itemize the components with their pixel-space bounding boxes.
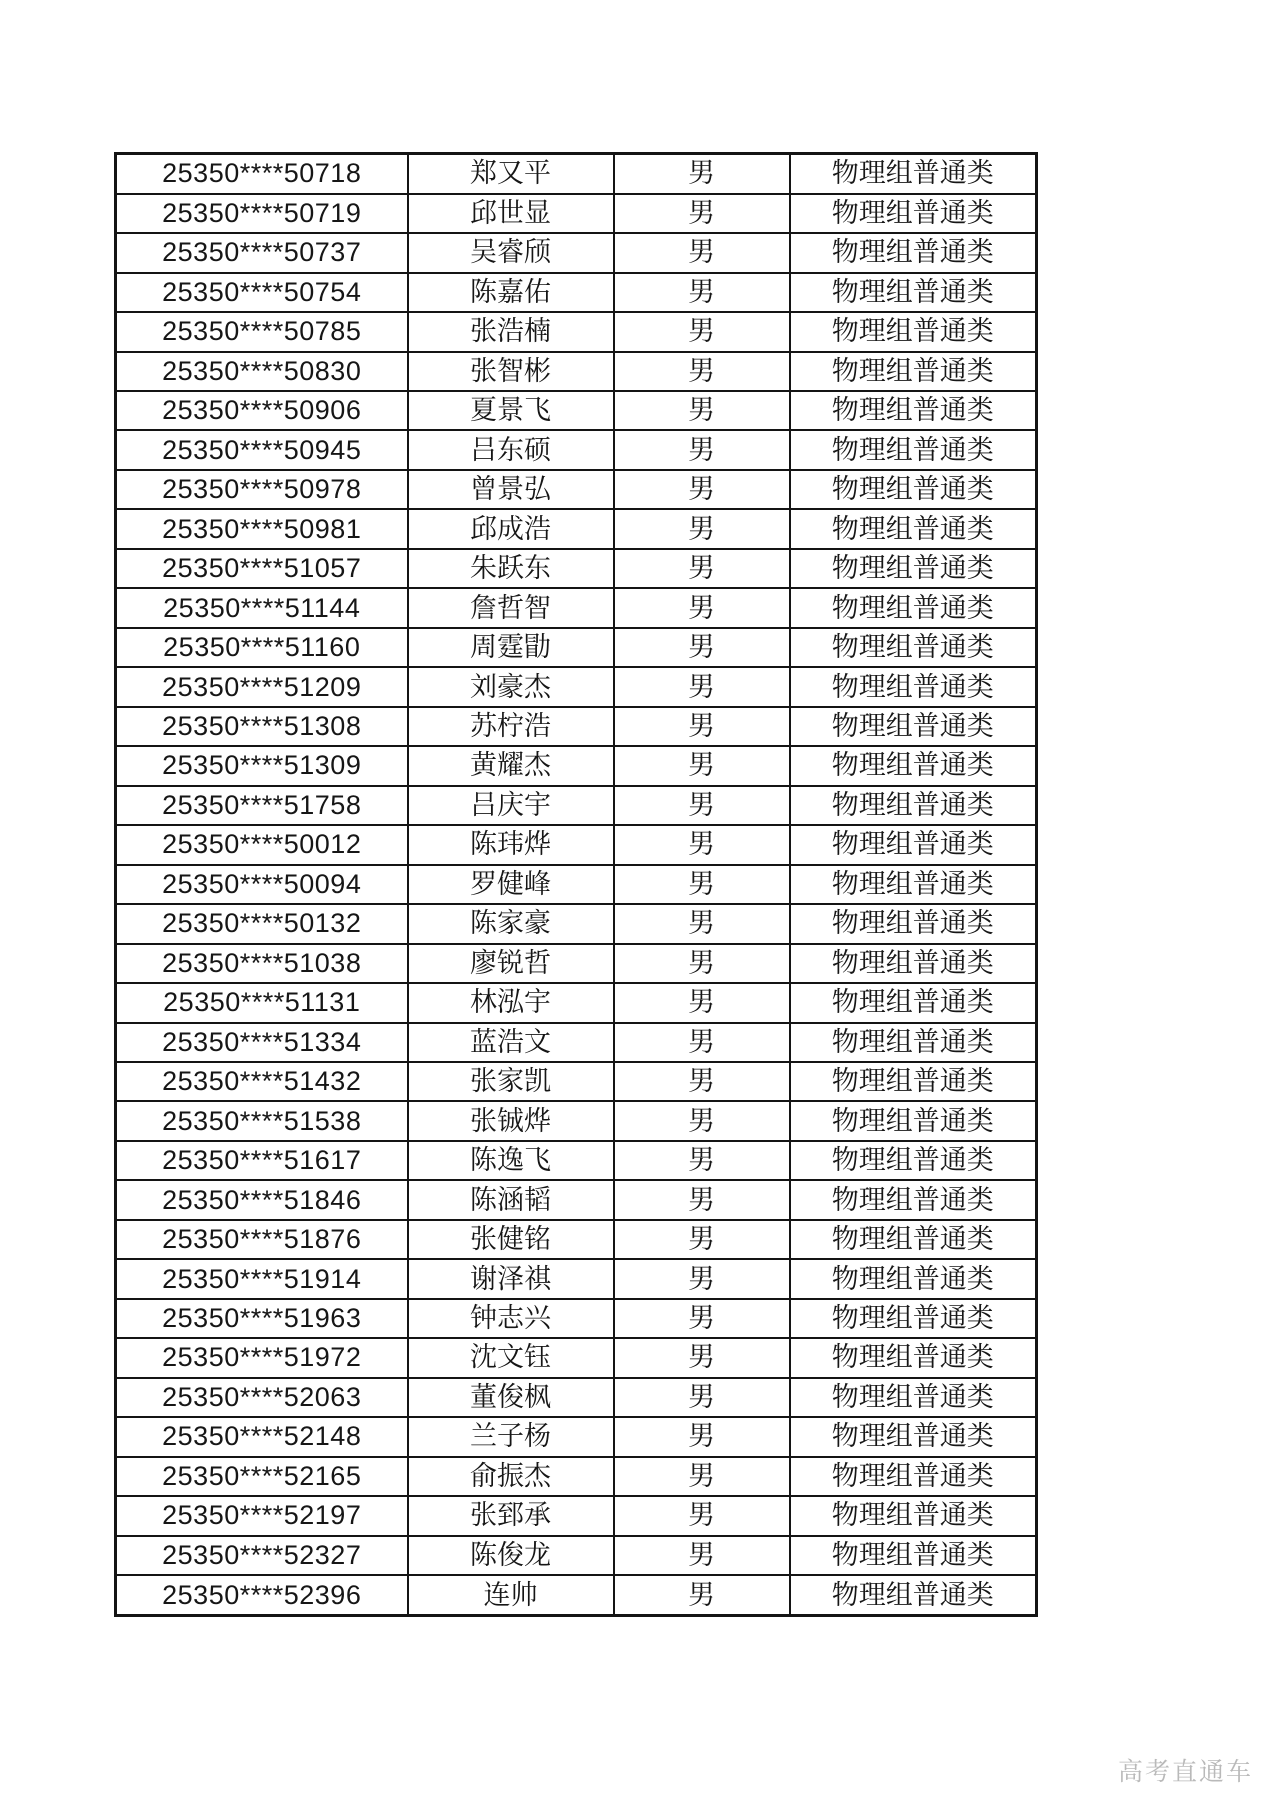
table-row xyxy=(116,1299,1037,1338)
cell-category: 物理组普通类 xyxy=(790,1457,1037,1496)
cell-name: 刘豪杰 xyxy=(408,667,614,706)
cell-gender: 男 xyxy=(614,983,790,1022)
cell-name: 张铖烨 xyxy=(408,1101,614,1140)
table-row xyxy=(116,904,1037,943)
cell-category: 物理组普通类 xyxy=(790,1575,1037,1615)
cell-category: 物理组普通类 xyxy=(790,1378,1037,1417)
cell-gender: 男 xyxy=(614,1299,790,1338)
cell-gender: 男 xyxy=(614,1101,790,1140)
cell-name: 陈家豪 xyxy=(408,904,614,943)
table-row xyxy=(116,944,1037,983)
cell-name: 沈文钰 xyxy=(408,1338,614,1377)
cell-category: 物理组普通类 xyxy=(790,1023,1037,1062)
cell-exam-id: 25350****50981 xyxy=(116,509,408,548)
cell-gender: 男 xyxy=(614,1496,790,1535)
cell-name: 谢泽祺 xyxy=(408,1259,614,1298)
cell-category: 物理组普通类 xyxy=(790,194,1037,233)
table-row xyxy=(116,1378,1037,1417)
cell-exam-id: 25350****52327 xyxy=(116,1536,408,1575)
cell-gender: 男 xyxy=(614,391,790,430)
cell-gender: 男 xyxy=(614,194,790,233)
cell-name: 邱世显 xyxy=(408,194,614,233)
cell-name: 董俊枫 xyxy=(408,1378,614,1417)
cell-name: 张健铭 xyxy=(408,1220,614,1259)
cell-gender: 男 xyxy=(614,470,790,509)
cell-name: 陈玮烨 xyxy=(408,825,614,864)
cell-exam-id: 25350****51131 xyxy=(116,983,408,1022)
table-row xyxy=(116,825,1037,864)
cell-category: 物理组普通类 xyxy=(790,1338,1037,1377)
table-row xyxy=(116,1536,1037,1575)
cell-category: 物理组普通类 xyxy=(790,509,1037,548)
cell-category: 物理组普通类 xyxy=(790,628,1037,667)
cell-gender: 男 xyxy=(614,154,790,194)
table-row xyxy=(116,312,1037,351)
cell-gender: 男 xyxy=(614,1417,790,1456)
table-row xyxy=(116,588,1037,627)
table-row xyxy=(116,1259,1037,1298)
table-row xyxy=(116,194,1037,233)
cell-category: 物理组普通类 xyxy=(790,1062,1037,1101)
cell-exam-id: 25350****50978 xyxy=(116,470,408,509)
cell-category: 物理组普通类 xyxy=(790,549,1037,588)
cell-exam-id: 25350****51846 xyxy=(116,1180,408,1219)
table-row xyxy=(116,628,1037,667)
cell-exam-id: 25350****51038 xyxy=(116,944,408,983)
table-row xyxy=(116,1457,1037,1496)
cell-gender: 男 xyxy=(614,1023,790,1062)
cell-exam-id: 25350****51309 xyxy=(116,746,408,785)
table-row xyxy=(116,865,1037,904)
table-row xyxy=(116,707,1037,746)
cell-name: 陈俊龙 xyxy=(408,1536,614,1575)
cell-gender: 男 xyxy=(614,1259,790,1298)
cell-exam-id: 25350****51160 xyxy=(116,628,408,667)
cell-name: 苏柠浩 xyxy=(408,707,614,746)
cell-gender: 男 xyxy=(614,746,790,785)
cell-name: 詹哲智 xyxy=(408,588,614,627)
cell-gender: 男 xyxy=(614,352,790,391)
cell-exam-id: 25350****50012 xyxy=(116,825,408,864)
table-row xyxy=(116,1338,1037,1377)
table-row xyxy=(116,470,1037,509)
cell-name: 陈逸飞 xyxy=(408,1141,614,1180)
cell-gender: 男 xyxy=(614,430,790,469)
table-row xyxy=(116,667,1037,706)
cell-name: 蓝浩文 xyxy=(408,1023,614,1062)
cell-exam-id: 25350****51144 xyxy=(116,588,408,627)
roster-table-body xyxy=(116,154,1037,1616)
table-row xyxy=(116,1141,1037,1180)
cell-name: 陈嘉佑 xyxy=(408,273,614,312)
cell-name: 朱跃东 xyxy=(408,549,614,588)
cell-gender: 男 xyxy=(614,1220,790,1259)
cell-category: 物理组普通类 xyxy=(790,1299,1037,1338)
cell-exam-id: 25350****52063 xyxy=(116,1378,408,1417)
table-row xyxy=(116,154,1037,194)
cell-gender: 男 xyxy=(614,825,790,864)
cell-gender: 男 xyxy=(614,588,790,627)
cell-exam-id: 25350****50785 xyxy=(116,312,408,351)
table-row xyxy=(116,1062,1037,1101)
cell-gender: 男 xyxy=(614,233,790,272)
table-row xyxy=(116,1496,1037,1535)
cell-name: 邱成浩 xyxy=(408,509,614,548)
cell-gender: 男 xyxy=(614,1457,790,1496)
cell-name: 连帅 xyxy=(408,1575,614,1615)
cell-exam-id: 25350****51963 xyxy=(116,1299,408,1338)
cell-category: 物理组普通类 xyxy=(790,1536,1037,1575)
cell-name: 罗健峰 xyxy=(408,865,614,904)
cell-category: 物理组普通类 xyxy=(790,667,1037,706)
cell-gender: 男 xyxy=(614,944,790,983)
cell-exam-id: 25350****51538 xyxy=(116,1101,408,1140)
cell-gender: 男 xyxy=(614,1062,790,1101)
cell-exam-id: 25350****50754 xyxy=(116,273,408,312)
cell-name: 吕东硕 xyxy=(408,430,614,469)
cell-exam-id: 25350****50718 xyxy=(116,154,408,194)
cell-gender: 男 xyxy=(614,1338,790,1377)
table-row xyxy=(116,391,1037,430)
cell-exam-id: 25350****51758 xyxy=(116,786,408,825)
table-row xyxy=(116,1180,1037,1219)
cell-category: 物理组普通类 xyxy=(790,154,1037,194)
cell-name: 周霆勖 xyxy=(408,628,614,667)
watermark-text: 高考直通车 xyxy=(1117,1758,1253,1786)
cell-gender: 男 xyxy=(614,865,790,904)
cell-exam-id: 25350****50830 xyxy=(116,352,408,391)
cell-category: 物理组普通类 xyxy=(790,312,1037,351)
cell-category: 物理组普通类 xyxy=(790,746,1037,785)
cell-exam-id: 25350****50132 xyxy=(116,904,408,943)
cell-name: 郑又平 xyxy=(408,154,614,194)
cell-exam-id: 25350****51334 xyxy=(116,1023,408,1062)
cell-gender: 男 xyxy=(614,904,790,943)
cell-exam-id: 25350****50906 xyxy=(116,391,408,430)
cell-gender: 男 xyxy=(614,1575,790,1615)
table-row xyxy=(116,1220,1037,1259)
cell-name: 张浩楠 xyxy=(408,312,614,351)
cell-gender: 男 xyxy=(614,786,790,825)
table-row xyxy=(116,983,1037,1022)
cell-exam-id: 25350****51057 xyxy=(116,549,408,588)
cell-category: 物理组普通类 xyxy=(790,1101,1037,1140)
cell-exam-id: 25350****51972 xyxy=(116,1338,408,1377)
cell-category: 物理组普通类 xyxy=(790,983,1037,1022)
cell-exam-id: 25350****52396 xyxy=(116,1575,408,1615)
cell-category: 物理组普通类 xyxy=(790,430,1037,469)
cell-exam-id: 25350****52197 xyxy=(116,1496,408,1535)
cell-category: 物理组普通类 xyxy=(790,273,1037,312)
cell-category: 物理组普通类 xyxy=(790,786,1037,825)
cell-name: 钟志兴 xyxy=(408,1299,614,1338)
cell-name: 林泓宇 xyxy=(408,983,614,1022)
cell-gender: 男 xyxy=(614,628,790,667)
cell-gender: 男 xyxy=(614,1536,790,1575)
cell-name: 夏景飞 xyxy=(408,391,614,430)
cell-category: 物理组普通类 xyxy=(790,1141,1037,1180)
table-row xyxy=(116,549,1037,588)
cell-exam-id: 25350****52148 xyxy=(116,1417,408,1456)
cell-category: 物理组普通类 xyxy=(790,865,1037,904)
cell-exam-id: 25350****51432 xyxy=(116,1062,408,1101)
table-row xyxy=(116,1101,1037,1140)
cell-name: 张家凯 xyxy=(408,1062,614,1101)
table-row xyxy=(116,233,1037,272)
cell-exam-id: 25350****50945 xyxy=(116,430,408,469)
cell-name: 陈涵韬 xyxy=(408,1180,614,1219)
cell-name: 黄耀杰 xyxy=(408,746,614,785)
cell-category: 物理组普通类 xyxy=(790,1220,1037,1259)
cell-gender: 男 xyxy=(614,667,790,706)
cell-category: 物理组普通类 xyxy=(790,1496,1037,1535)
cell-gender: 男 xyxy=(614,1180,790,1219)
cell-name: 吕庆宇 xyxy=(408,786,614,825)
cell-category: 物理组普通类 xyxy=(790,1417,1037,1456)
cell-gender: 男 xyxy=(614,707,790,746)
cell-category: 物理组普通类 xyxy=(790,1180,1037,1219)
cell-exam-id: 25350****51209 xyxy=(116,667,408,706)
cell-category: 物理组普通类 xyxy=(790,470,1037,509)
cell-gender: 男 xyxy=(614,312,790,351)
table-row xyxy=(116,509,1037,548)
cell-exam-id: 25350****50094 xyxy=(116,865,408,904)
cell-category: 物理组普通类 xyxy=(790,904,1037,943)
cell-name: 张郅承 xyxy=(408,1496,614,1535)
cell-category: 物理组普通类 xyxy=(790,352,1037,391)
table-row xyxy=(116,746,1037,785)
cell-name: 廖锐哲 xyxy=(408,944,614,983)
cell-name: 吴睿颀 xyxy=(408,233,614,272)
cell-exam-id: 25350****51308 xyxy=(116,707,408,746)
cell-exam-id: 25350****50737 xyxy=(116,233,408,272)
cell-category: 物理组普通类 xyxy=(790,1259,1037,1298)
cell-exam-id: 25350****51914 xyxy=(116,1259,408,1298)
admission-roster-table xyxy=(114,152,1038,1617)
cell-category: 物理组普通类 xyxy=(790,391,1037,430)
cell-exam-id: 25350****52165 xyxy=(116,1457,408,1496)
cell-category: 物理组普通类 xyxy=(790,944,1037,983)
cell-name: 俞振杰 xyxy=(408,1457,614,1496)
cell-gender: 男 xyxy=(614,549,790,588)
cell-name: 曾景弘 xyxy=(408,470,614,509)
cell-name: 张智彬 xyxy=(408,352,614,391)
cell-exam-id: 25350****50719 xyxy=(116,194,408,233)
table-row xyxy=(116,430,1037,469)
table-row xyxy=(116,273,1037,312)
cell-exam-id: 25350****51617 xyxy=(116,1141,408,1180)
cell-gender: 男 xyxy=(614,1141,790,1180)
cell-name: 兰子杨 xyxy=(408,1417,614,1456)
cell-gender: 男 xyxy=(614,509,790,548)
cell-exam-id: 25350****51876 xyxy=(116,1220,408,1259)
cell-gender: 男 xyxy=(614,1378,790,1417)
cell-category: 物理组普通类 xyxy=(790,233,1037,272)
table-row xyxy=(116,1575,1037,1615)
table-row xyxy=(116,352,1037,391)
table-row xyxy=(116,1023,1037,1062)
cell-category: 物理组普通类 xyxy=(790,707,1037,746)
table-row xyxy=(116,786,1037,825)
cell-category: 物理组普通类 xyxy=(790,825,1037,864)
cell-category: 物理组普通类 xyxy=(790,588,1037,627)
table-row xyxy=(116,1417,1037,1456)
cell-gender: 男 xyxy=(614,273,790,312)
